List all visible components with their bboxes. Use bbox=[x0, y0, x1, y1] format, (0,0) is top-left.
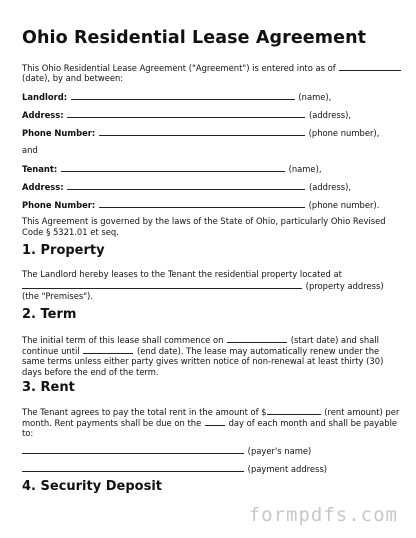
section-heading-security-deposit: 4. Security Deposit bbox=[22, 479, 162, 494]
rent-text-1b: (rent amount) per bbox=[324, 407, 400, 417]
landlord-phone-suffix: (phone number), bbox=[308, 128, 380, 138]
landlord-name-suffix: (name), bbox=[298, 92, 332, 102]
payee-suffix: (payer's name) bbox=[247, 446, 312, 456]
rent-line-3: to: bbox=[22, 428, 34, 438]
end-date-field[interactable] bbox=[83, 344, 133, 354]
property-line-3: (the "Premises"). bbox=[22, 291, 93, 301]
tenant-row bbox=[22, 162, 322, 175]
intro-text: This Ohio Residential Lease Agreement ("Agreement") is entered into as of bbox=[22, 63, 336, 73]
rent-line-2 bbox=[22, 416, 397, 429]
tenant-label: Tenant: bbox=[22, 164, 58, 174]
term-text-1a: The initial term of this lease shall commence on bbox=[22, 335, 224, 345]
landlord-address-suffix: (address), bbox=[308, 110, 352, 120]
section-heading-property: 1. Property bbox=[22, 243, 105, 258]
and-text: and bbox=[22, 145, 38, 155]
landlord-phone-row bbox=[22, 126, 379, 139]
landlord-address-row bbox=[22, 108, 351, 121]
tenant-address-field[interactable] bbox=[67, 180, 305, 190]
section-heading-term: 2. Term bbox=[22, 307, 77, 322]
agreement-date-field[interactable] bbox=[339, 61, 401, 71]
tenant-phone-row bbox=[22, 198, 379, 211]
landlord-address-field[interactable] bbox=[67, 108, 305, 118]
landlord-phone-field[interactable] bbox=[99, 126, 305, 136]
property-address-field[interactable] bbox=[22, 279, 302, 289]
landlord-name-field[interactable] bbox=[71, 90, 295, 100]
payment-address-field[interactable] bbox=[22, 462, 244, 472]
start-date-field[interactable] bbox=[227, 333, 287, 343]
tenant-name-suffix: (name), bbox=[288, 164, 322, 174]
rent-text-1a: The Tenant agrees to pay the total rent in the amount of $ bbox=[22, 407, 267, 417]
landlord-label: Landlord: bbox=[22, 92, 68, 102]
watermark: formpdfs.com bbox=[248, 504, 398, 526]
tenant-phone-suffix: (phone number). bbox=[308, 200, 380, 210]
tenant-address-suffix: (address), bbox=[308, 182, 352, 192]
term-text-2b: (end date). The lease may automatically renew under the bbox=[136, 346, 380, 356]
governing-line-2: Code § 5321.01 et seq. bbox=[22, 227, 119, 237]
tenant-address-row bbox=[22, 180, 351, 193]
payment-address-row bbox=[22, 462, 327, 475]
payee-row bbox=[22, 444, 311, 457]
landlord-phone-label: Phone Number: bbox=[22, 128, 96, 138]
rent-text-2b: day of each month and shall be payable bbox=[228, 418, 398, 428]
term-line-3: same terms unless either party gives written notice of non-renewal at least thirty (30) bbox=[22, 356, 384, 366]
property-line-1: The Landlord hereby leases to the Tenant the residential property located at bbox=[22, 269, 342, 279]
property-address-suffix: (property address) bbox=[305, 281, 384, 291]
term-text-1b: (start date) and shall bbox=[290, 335, 379, 345]
landlord-row bbox=[22, 90, 331, 103]
landlord-address-label: Address: bbox=[22, 110, 64, 120]
governing-line-1: This Agreement is governed by the laws of the State of Ohio, particularly Ohio Revised bbox=[22, 216, 386, 226]
due-day-field[interactable] bbox=[205, 416, 225, 426]
term-text-2a: continue until bbox=[22, 346, 80, 356]
payee-name-field[interactable] bbox=[22, 444, 244, 454]
tenant-address-label: Address: bbox=[22, 182, 64, 192]
section-heading-rent: 3. Rent bbox=[22, 380, 75, 395]
document-title: Ohio Residential Lease Agreement bbox=[22, 28, 367, 48]
term-line-4: days before the end of the term. bbox=[22, 367, 159, 377]
rent-amount-field[interactable] bbox=[267, 405, 321, 415]
rent-text-2a: month. Rent payments shall be due on the bbox=[22, 418, 202, 428]
tenant-phone-label: Phone Number: bbox=[22, 200, 96, 210]
payment-address-suffix: (payment address) bbox=[247, 464, 328, 474]
intro-line-2: (date), by and between: bbox=[22, 73, 124, 83]
tenant-name-field[interactable] bbox=[61, 162, 285, 172]
tenant-phone-field[interactable] bbox=[99, 198, 305, 208]
